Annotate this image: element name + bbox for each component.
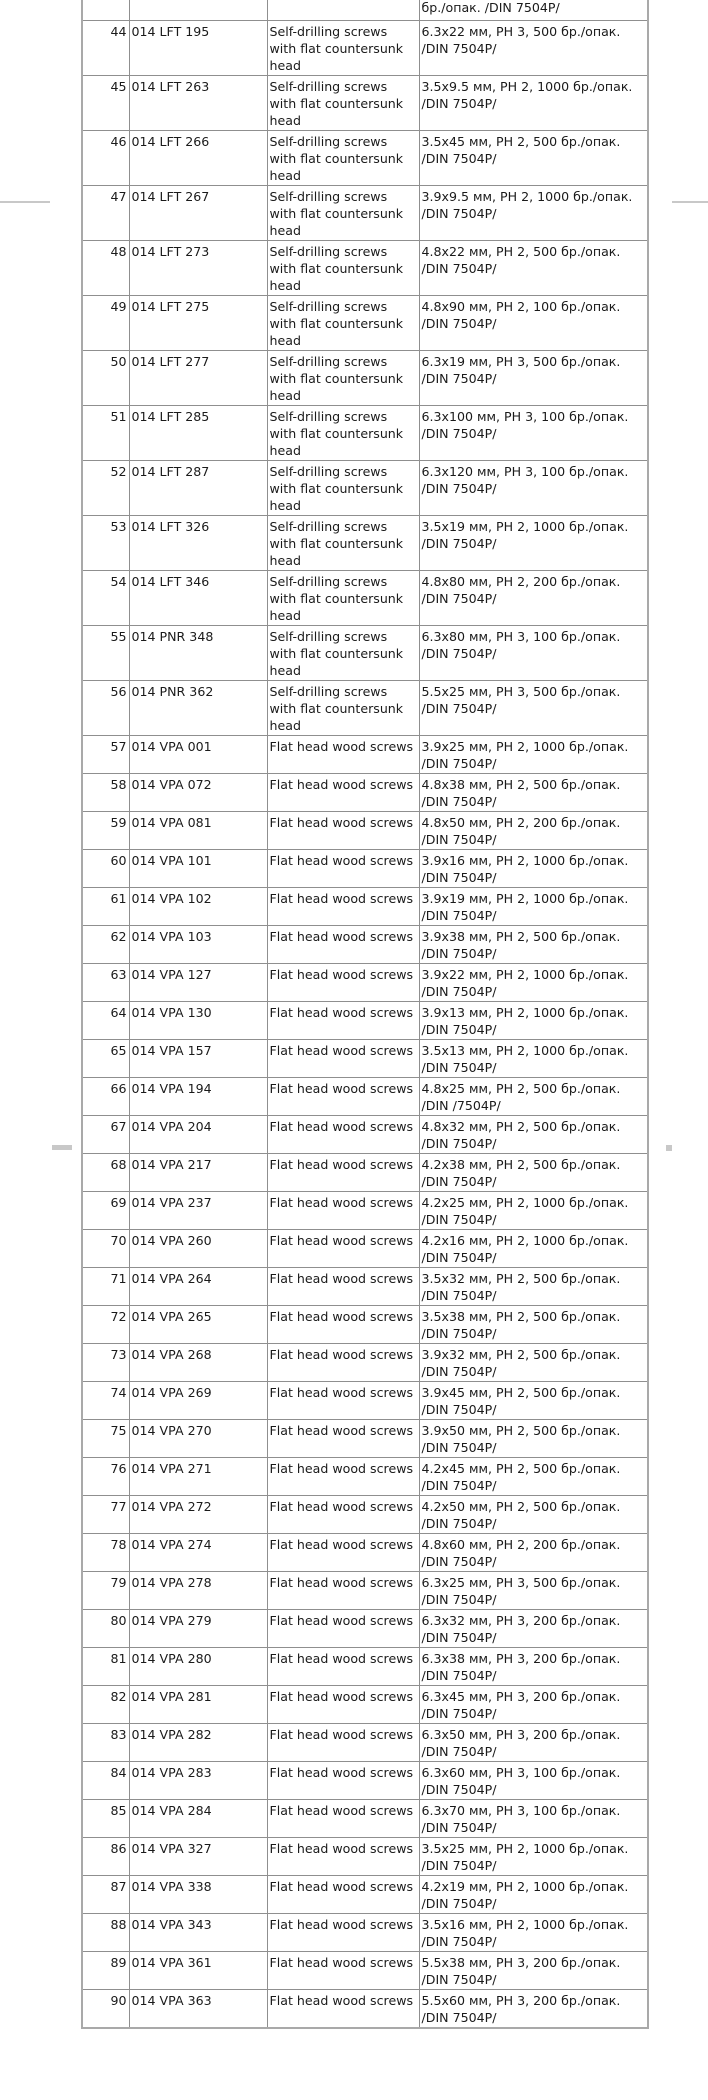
description-cell: Flat head wood screws bbox=[267, 736, 419, 774]
code-cell: 014 VPA 001 bbox=[129, 736, 267, 774]
table-row bbox=[82, 888, 648, 926]
table-row bbox=[82, 1648, 648, 1686]
description-cell: Flat head wood screws bbox=[267, 1040, 419, 1078]
table-row bbox=[82, 1078, 648, 1116]
number-cell: 53 bbox=[82, 516, 129, 571]
specification-cell: 3.5x32 мм, PH 2, 500 бр./опак. /DIN 7504P/ bbox=[419, 1268, 648, 1306]
code-cell bbox=[129, 0, 267, 21]
code-cell: 014 VPA 270 bbox=[129, 1420, 267, 1458]
description-cell: Self-drilling screws with flat countersunk head bbox=[267, 516, 419, 571]
code-cell: 014 VPA 271 bbox=[129, 1458, 267, 1496]
table-row bbox=[82, 1420, 648, 1458]
description-cell: Flat head wood screws bbox=[267, 1306, 419, 1344]
specification-cell: 3.9x19 мм, PH 2, 1000 бр./опак. /DIN 7504P/ bbox=[419, 888, 648, 926]
specification-cell: 3.5x25 мм, PH 2, 1000 бр./опак. /DIN 7504P/ bbox=[419, 1838, 648, 1876]
number-cell: 51 bbox=[82, 406, 129, 461]
number-cell: 69 bbox=[82, 1192, 129, 1230]
description-cell: Flat head wood screws bbox=[267, 1914, 419, 1952]
specification-cell: 6.3x80 мм, PH 3, 100 бр./опак. /DIN 7504P/ bbox=[419, 626, 648, 681]
table-row bbox=[82, 1686, 648, 1724]
table-row bbox=[82, 406, 648, 461]
specification-cell: 3.5x38 мм, PH 2, 500 бр./опак. /DIN 7504P/ bbox=[419, 1306, 648, 1344]
table-row bbox=[82, 626, 648, 681]
code-cell: 014 VPA 268 bbox=[129, 1344, 267, 1382]
number-cell bbox=[82, 0, 129, 21]
specification-cell: 4.8x38 мм, PH 2, 500 бр./опак. /DIN 7504P/ bbox=[419, 774, 648, 812]
number-cell: 78 bbox=[82, 1534, 129, 1572]
table-row bbox=[82, 1116, 648, 1154]
number-cell: 54 bbox=[82, 571, 129, 626]
specification-cell: 3.9x45 мм, PH 2, 500 бр./опак. /DIN 7504P/ bbox=[419, 1382, 648, 1420]
table-row bbox=[82, 186, 648, 241]
code-cell: 014 LFT 195 bbox=[129, 21, 267, 76]
specification-cell: 3.5x45 мм, PH 2, 500 бр./опак. /DIN 7504P/ bbox=[419, 131, 648, 186]
table-row bbox=[82, 1724, 648, 1762]
code-cell: 014 VPA 327 bbox=[129, 1838, 267, 1876]
specification-cell: 3.5x13 мм, PH 2, 1000 бр./опак. /DIN 7504P/ bbox=[419, 1040, 648, 1078]
specification-cell: 4.2x38 мм, PH 2, 500 бр./опак. /DIN 7504P/ bbox=[419, 1154, 648, 1192]
code-cell: 014 VPA 103 bbox=[129, 926, 267, 964]
description-cell: Flat head wood screws bbox=[267, 1800, 419, 1838]
table-row bbox=[82, 571, 648, 626]
page-edge-mark bbox=[52, 1145, 72, 1150]
product-table-body bbox=[82, 0, 648, 2028]
specification-cell: 3.9x22 мм, PH 2, 1000 бр./опак. /DIN 7504P/ bbox=[419, 964, 648, 1002]
specification-cell: 3.5x19 мм, PH 2, 1000 бр./опак. /DIN 7504P/ bbox=[419, 516, 648, 571]
number-cell: 88 bbox=[82, 1914, 129, 1952]
number-cell: 57 bbox=[82, 736, 129, 774]
description-cell: Flat head wood screws bbox=[267, 1458, 419, 1496]
code-cell: 014 LFT 273 bbox=[129, 241, 267, 296]
page-edge-mark bbox=[672, 201, 708, 203]
table-row bbox=[82, 1914, 648, 1952]
table-row bbox=[82, 1192, 648, 1230]
description-cell: Flat head wood screws bbox=[267, 812, 419, 850]
specification-cell: 6.3x38 мм, PH 3, 200 бр./опак. /DIN 7504P/ bbox=[419, 1648, 648, 1686]
table-row bbox=[82, 516, 648, 571]
table-row bbox=[82, 1040, 648, 1078]
table-row bbox=[82, 1268, 648, 1306]
description-cell: Flat head wood screws bbox=[267, 1230, 419, 1268]
table-row bbox=[82, 1496, 648, 1534]
description-cell: Flat head wood screws bbox=[267, 1496, 419, 1534]
description-cell: Self-drilling screws with flat countersunk head bbox=[267, 626, 419, 681]
code-cell: 014 VPA 130 bbox=[129, 1002, 267, 1040]
number-cell: 49 bbox=[82, 296, 129, 351]
number-cell: 46 bbox=[82, 131, 129, 186]
table-row bbox=[82, 131, 648, 186]
code-cell: 014 VPA 283 bbox=[129, 1762, 267, 1800]
code-cell: 014 VPA 194 bbox=[129, 1078, 267, 1116]
table-row-continued bbox=[82, 0, 648, 21]
code-cell: 014 VPA 217 bbox=[129, 1154, 267, 1192]
number-cell: 68 bbox=[82, 1154, 129, 1192]
specification-cell: 4.2x19 мм, PH 2, 1000 бр./опак. /DIN 7504P/ bbox=[419, 1876, 648, 1914]
table-row bbox=[82, 1610, 648, 1648]
table-row bbox=[82, 1306, 648, 1344]
table-row bbox=[82, 1002, 648, 1040]
table-row bbox=[82, 1230, 648, 1268]
table-row bbox=[82, 351, 648, 406]
number-cell: 63 bbox=[82, 964, 129, 1002]
specification-cell: 5.5x25 мм, PH 3, 500 бр./опак. /DIN 7504P/ bbox=[419, 681, 648, 736]
specification-cell: 3.9x9.5 мм, PH 2, 1000 бр./опак. /DIN 7504P/ bbox=[419, 186, 648, 241]
description-cell: Flat head wood screws bbox=[267, 1078, 419, 1116]
code-cell: 014 LFT 275 bbox=[129, 296, 267, 351]
table-row bbox=[82, 1838, 648, 1876]
specification-cell: 3.9x50 мм, PH 2, 500 бр./опак. /DIN 7504P/ bbox=[419, 1420, 648, 1458]
description-cell: Flat head wood screws bbox=[267, 1876, 419, 1914]
description-cell: Flat head wood screws bbox=[267, 774, 419, 812]
number-cell: 80 bbox=[82, 1610, 129, 1648]
number-cell: 62 bbox=[82, 926, 129, 964]
table-row bbox=[82, 461, 648, 516]
page-edge-mark bbox=[666, 1145, 672, 1151]
code-cell: 014 VPA 363 bbox=[129, 1990, 267, 2029]
code-cell: 014 PNR 362 bbox=[129, 681, 267, 736]
specification-cell: 6.3x120 мм, PH 3, 100 бр./опак. /DIN 7504P/ bbox=[419, 461, 648, 516]
table-row bbox=[82, 1458, 648, 1496]
number-cell: 64 bbox=[82, 1002, 129, 1040]
specification-cell: 4.8x22 мм, PH 2, 500 бр./опак. /DIN 7504P/ bbox=[419, 241, 648, 296]
table-row bbox=[82, 1762, 648, 1800]
description-cell: Self-drilling screws with flat countersunk head bbox=[267, 186, 419, 241]
specification-cell: 4.2x45 мм, PH 2, 500 бр./опак. /DIN 7504P/ bbox=[419, 1458, 648, 1496]
specification-cell: 5.5x38 мм, PH 3, 200 бр./опак. /DIN 7504P/ bbox=[419, 1952, 648, 1990]
number-cell: 66 bbox=[82, 1078, 129, 1116]
code-cell: 014 VPA 264 bbox=[129, 1268, 267, 1306]
specification-cell: 4.8x60 мм, PH 2, 200 бр./опак. /DIN 7504P/ bbox=[419, 1534, 648, 1572]
number-cell: 60 bbox=[82, 850, 129, 888]
table-row bbox=[82, 1876, 648, 1914]
code-cell: 014 VPA 278 bbox=[129, 1572, 267, 1610]
code-cell: 014 LFT 287 bbox=[129, 461, 267, 516]
number-cell: 67 bbox=[82, 1116, 129, 1154]
description-cell: Flat head wood screws bbox=[267, 1838, 419, 1876]
description-cell: Flat head wood screws bbox=[267, 1344, 419, 1382]
code-cell: 014 VPA 237 bbox=[129, 1192, 267, 1230]
description-cell: Flat head wood screws bbox=[267, 1762, 419, 1800]
specification-cell: 6.3x45 мм, PH 3, 200 бр./опак. /DIN 7504P/ bbox=[419, 1686, 648, 1724]
description-cell: Flat head wood screws bbox=[267, 1572, 419, 1610]
description-cell: Flat head wood screws bbox=[267, 1002, 419, 1040]
number-cell: 71 bbox=[82, 1268, 129, 1306]
number-cell: 72 bbox=[82, 1306, 129, 1344]
specification-cell: 6.3x70 мм, PH 3, 100 бр./опак. /DIN 7504P/ bbox=[419, 1800, 648, 1838]
number-cell: 84 bbox=[82, 1762, 129, 1800]
description-cell: Flat head wood screws bbox=[267, 850, 419, 888]
specification-cell: 6.3x32 мм, PH 3, 200 бр./опак. /DIN 7504P/ bbox=[419, 1610, 648, 1648]
specification-cell: 3.9x13 мм, PH 2, 1000 бр./опак. /DIN 7504P/ bbox=[419, 1002, 648, 1040]
code-cell: 014 VPA 272 bbox=[129, 1496, 267, 1534]
description-cell: Self-drilling screws with flat countersunk head bbox=[267, 76, 419, 131]
specification-cell: 3.5x9.5 мм, PH 2, 1000 бр./опак. /DIN 7504P/ bbox=[419, 76, 648, 131]
description-cell: Flat head wood screws bbox=[267, 1420, 419, 1458]
description-cell: Self-drilling screws with flat countersunk head bbox=[267, 241, 419, 296]
code-cell: 014 VPA 284 bbox=[129, 1800, 267, 1838]
code-cell: 014 VPA 279 bbox=[129, 1610, 267, 1648]
number-cell: 48 bbox=[82, 241, 129, 296]
specification-cell: 6.3x50 мм, PH 3, 200 бр./опак. /DIN 7504P/ bbox=[419, 1724, 648, 1762]
table-row bbox=[82, 964, 648, 1002]
number-cell: 86 bbox=[82, 1838, 129, 1876]
specification-cell: 4.8x50 мм, PH 2, 200 бр./опак. /DIN 7504P/ bbox=[419, 812, 648, 850]
table-row bbox=[82, 736, 648, 774]
code-cell: 014 LFT 285 bbox=[129, 406, 267, 461]
specification-cell: 4.8x32 мм, PH 2, 500 бр./опак. /DIN 7504P/ bbox=[419, 1116, 648, 1154]
description-cell: Flat head wood screws bbox=[267, 1724, 419, 1762]
description-cell: Flat head wood screws bbox=[267, 1610, 419, 1648]
specification-cell: 4.2x50 мм, PH 2, 500 бр./опак. /DIN 7504P/ bbox=[419, 1496, 648, 1534]
specification-cell: 3.9x16 мм, PH 2, 1000 бр./опак. /DIN 7504P/ bbox=[419, 850, 648, 888]
description-cell: Flat head wood screws bbox=[267, 1534, 419, 1572]
number-cell: 90 bbox=[82, 1990, 129, 2029]
description-cell: Flat head wood screws bbox=[267, 1192, 419, 1230]
number-cell: 75 bbox=[82, 1420, 129, 1458]
table-row bbox=[82, 1534, 648, 1572]
code-cell: 014 VPA 361 bbox=[129, 1952, 267, 1990]
table-row bbox=[82, 1952, 648, 1990]
number-cell: 81 bbox=[82, 1648, 129, 1686]
description-cell: Self-drilling screws with flat countersunk head bbox=[267, 296, 419, 351]
table-row bbox=[82, 850, 648, 888]
description-cell: Flat head wood screws bbox=[267, 964, 419, 1002]
code-cell: 014 VPA 265 bbox=[129, 1306, 267, 1344]
description-cell: Flat head wood screws bbox=[267, 1382, 419, 1420]
code-cell: 014 VPA 280 bbox=[129, 1648, 267, 1686]
code-cell: 014 LFT 266 bbox=[129, 131, 267, 186]
number-cell: 45 bbox=[82, 76, 129, 131]
description-cell: Self-drilling screws with flat countersunk head bbox=[267, 571, 419, 626]
number-cell: 76 bbox=[82, 1458, 129, 1496]
table-row bbox=[82, 76, 648, 131]
code-cell: 014 VPA 081 bbox=[129, 812, 267, 850]
code-cell: 014 LFT 263 bbox=[129, 76, 267, 131]
number-cell: 87 bbox=[82, 1876, 129, 1914]
number-cell: 55 bbox=[82, 626, 129, 681]
code-cell: 014 VPA 274 bbox=[129, 1534, 267, 1572]
code-cell: 014 VPA 072 bbox=[129, 774, 267, 812]
code-cell: 014 VPA 204 bbox=[129, 1116, 267, 1154]
description-cell: Self-drilling screws with flat countersunk head bbox=[267, 131, 419, 186]
description-cell: Flat head wood screws bbox=[267, 1154, 419, 1192]
specification-cell: 4.2x16 мм, PH 2, 1000 бр./опак. /DIN 7504P/ bbox=[419, 1230, 648, 1268]
description-cell: Self-drilling screws with flat countersunk head bbox=[267, 21, 419, 76]
description-cell: Flat head wood screws bbox=[267, 1648, 419, 1686]
number-cell: 44 bbox=[82, 21, 129, 76]
number-cell: 79 bbox=[82, 1572, 129, 1610]
description-cell: Self-drilling screws with flat countersunk head bbox=[267, 351, 419, 406]
table-row bbox=[82, 1990, 648, 2029]
description-cell bbox=[267, 0, 419, 21]
number-cell: 85 bbox=[82, 1800, 129, 1838]
specification-cell: 3.9x32 мм, PH 2, 500 бр./опак. /DIN 7504P/ bbox=[419, 1344, 648, 1382]
specification-cell: 4.2x25 мм, PH 2, 1000 бр./опак. /DIN 7504P/ bbox=[419, 1192, 648, 1230]
number-cell: 61 bbox=[82, 888, 129, 926]
number-cell: 82 bbox=[82, 1686, 129, 1724]
number-cell: 83 bbox=[82, 1724, 129, 1762]
code-cell: 014 VPA 101 bbox=[129, 850, 267, 888]
number-cell: 50 bbox=[82, 351, 129, 406]
number-cell: 74 bbox=[82, 1382, 129, 1420]
table-row bbox=[82, 681, 648, 736]
table-row bbox=[82, 241, 648, 296]
table-row bbox=[82, 1572, 648, 1610]
table-row bbox=[82, 1800, 648, 1838]
table-row bbox=[82, 1154, 648, 1192]
table-row bbox=[82, 774, 648, 812]
code-cell: 014 VPA 127 bbox=[129, 964, 267, 1002]
table-row bbox=[82, 21, 648, 76]
number-cell: 58 bbox=[82, 774, 129, 812]
code-cell: 014 LFT 277 bbox=[129, 351, 267, 406]
code-cell: 014 VPA 260 bbox=[129, 1230, 267, 1268]
code-cell: 014 VPA 269 bbox=[129, 1382, 267, 1420]
number-cell: 73 bbox=[82, 1344, 129, 1382]
description-cell: Self-drilling screws with flat countersunk head bbox=[267, 681, 419, 736]
description-cell: Flat head wood screws bbox=[267, 1268, 419, 1306]
number-cell: 89 bbox=[82, 1952, 129, 1990]
specification-cell: 3.9x38 мм, PH 2, 500 бр./опак. /DIN 7504P/ bbox=[419, 926, 648, 964]
description-cell: Flat head wood screws bbox=[267, 888, 419, 926]
code-cell: 014 LFT 346 bbox=[129, 571, 267, 626]
description-cell: Self-drilling screws with flat countersunk head bbox=[267, 461, 419, 516]
specification-cell: 6.3x22 мм, PH 3, 500 бр./опак. /DIN 7504P/ bbox=[419, 21, 648, 76]
code-cell: 014 VPA 338 bbox=[129, 1876, 267, 1914]
number-cell: 52 bbox=[82, 461, 129, 516]
description-cell: Flat head wood screws bbox=[267, 1990, 419, 2029]
code-cell: 014 VPA 102 bbox=[129, 888, 267, 926]
specification-cell: 4.8x25 мм, PH 2, 500 бр./опак. /DIN /7504P/ bbox=[419, 1078, 648, 1116]
specification-cell: 6.3x25 мм, PH 3, 500 бр./опак. /DIN 7504P/ bbox=[419, 1572, 648, 1610]
description-cell: Flat head wood screws bbox=[267, 926, 419, 964]
number-cell: 47 bbox=[82, 186, 129, 241]
specification-cell: 6.3x60 мм, PH 3, 100 бр./опак. /DIN 7504P/ bbox=[419, 1762, 648, 1800]
code-cell: 014 VPA 343 bbox=[129, 1914, 267, 1952]
number-cell: 77 bbox=[82, 1496, 129, 1534]
code-cell: 014 LFT 267 bbox=[129, 186, 267, 241]
number-cell: 56 bbox=[82, 681, 129, 736]
table-row bbox=[82, 1382, 648, 1420]
specification-cell: 5.5x60 мм, PH 3, 200 бр./опак. /DIN 7504P/ bbox=[419, 1990, 648, 2029]
number-cell: 65 bbox=[82, 1040, 129, 1078]
product-table bbox=[81, 0, 649, 2029]
number-cell: 70 bbox=[82, 1230, 129, 1268]
code-cell: 014 VPA 282 bbox=[129, 1724, 267, 1762]
specification-cell: 6.3x100 мм, PH 3, 100 бр./опак. /DIN 7504P/ bbox=[419, 406, 648, 461]
number-cell: 59 bbox=[82, 812, 129, 850]
code-cell: 014 LFT 326 bbox=[129, 516, 267, 571]
code-cell: 014 VPA 157 bbox=[129, 1040, 267, 1078]
specification-cell: 3.9x25 мм, PH 2, 1000 бр./опак. /DIN 7504P/ bbox=[419, 736, 648, 774]
table-row bbox=[82, 926, 648, 964]
description-cell: Self-drilling screws with flat countersunk head bbox=[267, 406, 419, 461]
specification-cell: 6.3x19 мм, PH 3, 500 бр./опак. /DIN 7504P/ bbox=[419, 351, 648, 406]
specification-cell: 4.8x80 мм, PH 2, 200 бр./опак. /DIN 7504P/ bbox=[419, 571, 648, 626]
table-row bbox=[82, 1344, 648, 1382]
table-row bbox=[82, 812, 648, 850]
specification-cell: 3.5x16 мм, PH 2, 1000 бр./опак. /DIN 7504P/ bbox=[419, 1914, 648, 1952]
description-cell: Flat head wood screws bbox=[267, 1952, 419, 1990]
page-edge-mark bbox=[0, 201, 50, 203]
table-row bbox=[82, 296, 648, 351]
code-cell: 014 PNR 348 bbox=[129, 626, 267, 681]
specification-cell: бр./опак. /DIN 7504P/ bbox=[419, 0, 648, 21]
description-cell: Flat head wood screws bbox=[267, 1686, 419, 1724]
description-cell: Flat head wood screws bbox=[267, 1116, 419, 1154]
code-cell: 014 VPA 281 bbox=[129, 1686, 267, 1724]
specification-cell: 4.8x90 мм, PH 2, 100 бр./опак. /DIN 7504P/ bbox=[419, 296, 648, 351]
